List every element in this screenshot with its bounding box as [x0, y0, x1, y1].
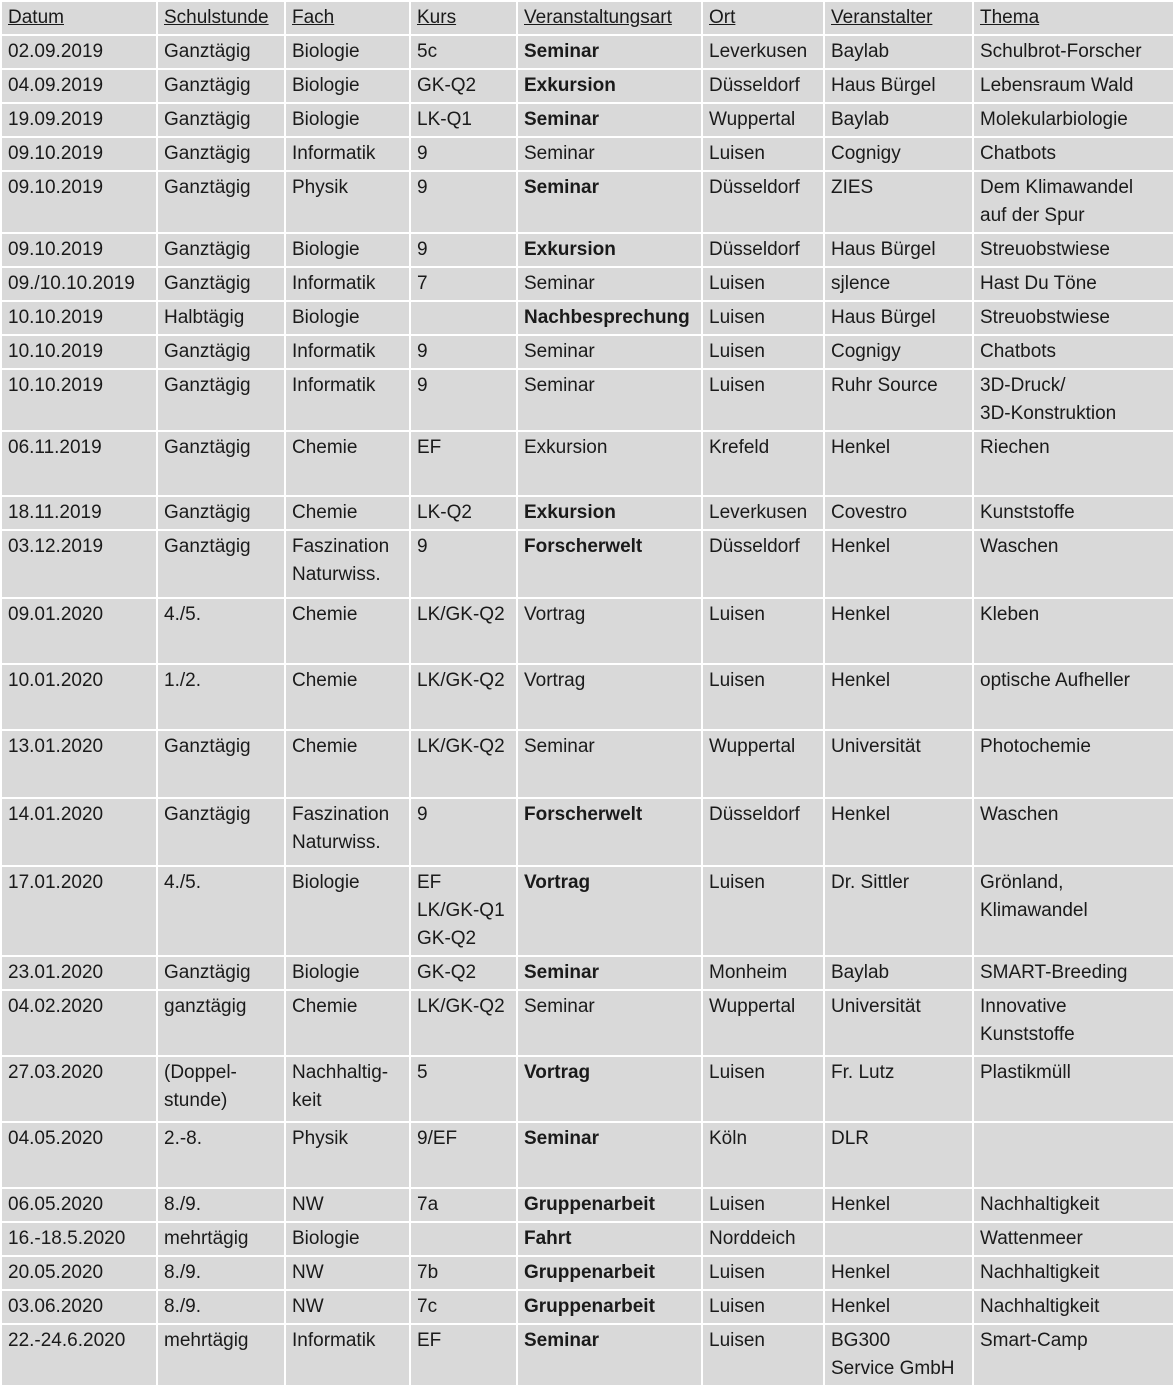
cell-thema: Kunststoffe [973, 496, 1173, 530]
cell-ort: Luisen [702, 301, 824, 335]
cell-veranstaltungsart: Seminar [517, 335, 702, 369]
cell-thema: Wattenmeer [973, 1222, 1173, 1256]
cell-veranstaltungsart: Seminar [517, 171, 702, 233]
cell-fach: Chemie [285, 664, 410, 730]
cell-veranstalter: Henkel [824, 664, 973, 730]
cell-datum: 10.10.2019 [1, 301, 157, 335]
cell-datum: 03.12.2019 [1, 530, 157, 598]
header-kurs: Kurs [410, 1, 517, 35]
table-row [1, 1290, 1173, 1324]
cell-thema: Smart-Camp [973, 1324, 1173, 1386]
cell-schulstunde: Ganztägig [157, 267, 285, 301]
cell-thema: SMART-Breeding [973, 956, 1173, 990]
cell-fach: Informatik [285, 335, 410, 369]
cell-veranstaltungsart: Fahrt [517, 1222, 702, 1256]
cell-thema: Grönland, Klimawandel [973, 866, 1173, 956]
cell-schulstunde: 4./5. [157, 598, 285, 664]
cell-datum: 13.01.2020 [1, 730, 157, 798]
cell-fach: NW [285, 1256, 410, 1290]
cell-schulstunde: mehrtägig [157, 1222, 285, 1256]
cell-kurs: GK-Q2 [410, 69, 517, 103]
cell-veranstalter: Cognigy [824, 137, 973, 171]
cell-fach: Nachhaltig- keit [285, 1056, 410, 1122]
cell-thema: Kleben [973, 598, 1173, 664]
cell-fach: Physik [285, 171, 410, 233]
cell-veranstaltungsart: Vortrag [517, 664, 702, 730]
cell-veranstaltungsart: Seminar [517, 35, 702, 69]
cell-veranstalter: Cognigy [824, 335, 973, 369]
cell-kurs: LK/GK-Q2 [410, 990, 517, 1056]
table-row [1, 664, 1173, 730]
table-row [1, 137, 1173, 171]
cell-datum: 09.10.2019 [1, 233, 157, 267]
cell-veranstalter: Baylab [824, 35, 973, 69]
cell-fach: Chemie [285, 598, 410, 664]
table-row [1, 1324, 1173, 1386]
cell-thema: Dem Klimawandel auf der Spur [973, 171, 1173, 233]
cell-schulstunde: Ganztägig [157, 431, 285, 496]
cell-datum: 04.09.2019 [1, 69, 157, 103]
cell-ort: Wuppertal [702, 103, 824, 137]
cell-ort: Düsseldorf [702, 171, 824, 233]
cell-veranstalter: Universität [824, 730, 973, 798]
cell-thema: Molekularbiologie [973, 103, 1173, 137]
cell-ort: Luisen [702, 1056, 824, 1122]
cell-thema: optische Aufheller [973, 664, 1173, 730]
table-row [1, 530, 1173, 598]
cell-fach: NW [285, 1290, 410, 1324]
cell-thema: Photochemie [973, 730, 1173, 798]
cell-veranstaltungsart: Exkursion [517, 69, 702, 103]
cell-thema: Waschen [973, 530, 1173, 598]
cell-veranstalter: Baylab [824, 103, 973, 137]
cell-veranstalter: Henkel [824, 798, 973, 866]
cell-schulstunde: 1./2. [157, 664, 285, 730]
table-row [1, 103, 1173, 137]
cell-schulstunde: Ganztägig [157, 335, 285, 369]
cell-veranstalter: Henkel [824, 530, 973, 598]
cell-kurs: 9 [410, 137, 517, 171]
cell-kurs: 9/EF [410, 1122, 517, 1188]
table-row [1, 69, 1173, 103]
table-row [1, 1188, 1173, 1222]
cell-datum: 10.10.2019 [1, 335, 157, 369]
cell-datum: 06.11.2019 [1, 431, 157, 496]
cell-ort: Luisen [702, 1188, 824, 1222]
cell-datum: 20.05.2020 [1, 1256, 157, 1290]
cell-fach: Physik [285, 1122, 410, 1188]
cell-datum: 02.09.2019 [1, 35, 157, 69]
table-row [1, 171, 1173, 233]
cell-veranstalter [824, 1222, 973, 1256]
cell-fach: Informatik [285, 267, 410, 301]
cell-veranstalter: Fr. Lutz [824, 1056, 973, 1122]
cell-veranstaltungsart: Exkursion [517, 496, 702, 530]
table-row [1, 301, 1173, 335]
cell-schulstunde: ganztägig [157, 990, 285, 1056]
cell-schulstunde: Ganztägig [157, 35, 285, 69]
cell-veranstalter: Henkel [824, 431, 973, 496]
cell-veranstalter: Henkel [824, 598, 973, 664]
cell-datum: 09.01.2020 [1, 598, 157, 664]
cell-thema: Chatbots [973, 137, 1173, 171]
cell-veranstalter: Henkel [824, 1256, 973, 1290]
header-datum: Datum [1, 1, 157, 35]
cell-schulstunde: Ganztägig [157, 69, 285, 103]
cell-ort: Luisen [702, 664, 824, 730]
cell-ort: Luisen [702, 369, 824, 431]
cell-veranstaltungsart: Seminar [517, 369, 702, 431]
cell-schulstunde: 4./5. [157, 866, 285, 956]
table-row [1, 1222, 1173, 1256]
table-row [1, 866, 1173, 956]
cell-ort: Wuppertal [702, 990, 824, 1056]
header-fach: Fach [285, 1, 410, 35]
cell-veranstalter: Ruhr Source [824, 369, 973, 431]
cell-ort: Wuppertal [702, 730, 824, 798]
cell-schulstunde: Ganztägig [157, 798, 285, 866]
cell-datum: 09.10.2019 [1, 171, 157, 233]
cell-schulstunde: 8./9. [157, 1290, 285, 1324]
cell-ort: Krefeld [702, 431, 824, 496]
cell-kurs: 7b [410, 1256, 517, 1290]
cell-veranstaltungsart: Seminar [517, 137, 702, 171]
cell-datum: 27.03.2020 [1, 1056, 157, 1122]
cell-kurs: 9 [410, 369, 517, 431]
cell-datum: 09.10.2019 [1, 137, 157, 171]
cell-thema: Chatbots [973, 335, 1173, 369]
cell-veranstaltungsart: Seminar [517, 730, 702, 798]
table-row [1, 956, 1173, 990]
cell-kurs: EF [410, 431, 517, 496]
cell-schulstunde: Ganztägig [157, 369, 285, 431]
cell-veranstalter: Dr. Sittler [824, 866, 973, 956]
cell-veranstaltungsart: Seminar [517, 1324, 702, 1386]
table-row [1, 1122, 1173, 1188]
table-row [1, 1056, 1173, 1122]
cell-fach: Biologie [285, 956, 410, 990]
header-thema: Thema [973, 1, 1173, 35]
cell-kurs [410, 301, 517, 335]
cell-ort: Düsseldorf [702, 530, 824, 598]
cell-thema: Nachhaltigkeit [973, 1188, 1173, 1222]
cell-schulstunde: Ganztägig [157, 137, 285, 171]
cell-veranstaltungsart: Vortrag [517, 866, 702, 956]
table-row [1, 431, 1173, 496]
cell-ort: Leverkusen [702, 35, 824, 69]
cell-fach: Biologie [285, 1222, 410, 1256]
cell-kurs: 7a [410, 1188, 517, 1222]
cell-veranstaltungsart: Gruppenarbeit [517, 1256, 702, 1290]
cell-thema [973, 1122, 1173, 1188]
cell-fach: Faszination Naturwiss. [285, 798, 410, 866]
cell-kurs: 9 [410, 530, 517, 598]
cell-schulstunde: Ganztägig [157, 956, 285, 990]
cell-fach: Faszination Naturwiss. [285, 530, 410, 598]
table-row [1, 798, 1173, 866]
cell-veranstaltungsart: Vortrag [517, 1056, 702, 1122]
cell-datum: 17.01.2020 [1, 866, 157, 956]
cell-ort: Norddeich [702, 1222, 824, 1256]
cell-veranstaltungsart: Exkursion [517, 233, 702, 267]
cell-ort: Leverkusen [702, 496, 824, 530]
cell-thema: 3D-Druck/ 3D-Konstruktion [973, 369, 1173, 431]
cell-veranstaltungsart: Gruppenarbeit [517, 1188, 702, 1222]
cell-fach: Informatik [285, 369, 410, 431]
cell-kurs [410, 1222, 517, 1256]
cell-ort: Luisen [702, 1324, 824, 1386]
cell-schulstunde: 8./9. [157, 1188, 285, 1222]
cell-schulstunde: 2.-8. [157, 1122, 285, 1188]
cell-ort: Düsseldorf [702, 798, 824, 866]
cell-veranstalter: sjlence [824, 267, 973, 301]
cell-veranstalter: Covestro [824, 496, 973, 530]
cell-fach: Chemie [285, 431, 410, 496]
table-row [1, 35, 1173, 69]
cell-fach: Biologie [285, 35, 410, 69]
cell-datum: 04.02.2020 [1, 990, 157, 1056]
cell-kurs: 9 [410, 335, 517, 369]
cell-veranstaltungsart: Gruppenarbeit [517, 1290, 702, 1324]
cell-kurs: 7 [410, 267, 517, 301]
cell-datum: 22.-24.6.2020 [1, 1324, 157, 1386]
cell-thema: Waschen [973, 798, 1173, 866]
cell-thema: Innovative Kunststoffe [973, 990, 1173, 1056]
cell-veranstalter: DLR [824, 1122, 973, 1188]
cell-schulstunde: Ganztägig [157, 103, 285, 137]
cell-kurs: 9 [410, 798, 517, 866]
table-row [1, 369, 1173, 431]
cell-thema: Plastikmüll [973, 1056, 1173, 1122]
cell-thema: Riechen [973, 431, 1173, 496]
cell-datum: 19.09.2019 [1, 103, 157, 137]
cell-schulstunde: 8./9. [157, 1256, 285, 1290]
cell-veranstaltungsart: Seminar [517, 103, 702, 137]
header-ort: Ort [702, 1, 824, 35]
table-row [1, 1256, 1173, 1290]
cell-veranstaltungsart: Seminar [517, 267, 702, 301]
cell-ort: Luisen [702, 1256, 824, 1290]
cell-schulstunde: (Doppel- stunde) [157, 1056, 285, 1122]
cell-fach: Biologie [285, 301, 410, 335]
cell-schulstunde: Ganztägig [157, 496, 285, 530]
table-row [1, 990, 1173, 1056]
cell-datum: 09./10.10.2019 [1, 267, 157, 301]
cell-veranstaltungsart: Seminar [517, 956, 702, 990]
cell-fach: Biologie [285, 69, 410, 103]
cell-datum: 04.05.2020 [1, 1122, 157, 1188]
cell-schulstunde: Ganztägig [157, 730, 285, 798]
header-veranstalter: Veranstalter [824, 1, 973, 35]
cell-kurs: 9 [410, 233, 517, 267]
cell-veranstalter: Henkel [824, 1188, 973, 1222]
cell-kurs: GK-Q2 [410, 956, 517, 990]
cell-fach: Informatik [285, 1324, 410, 1386]
cell-datum: 06.05.2020 [1, 1188, 157, 1222]
cell-thema: Hast Du Töne [973, 267, 1173, 301]
cell-kurs: 5 [410, 1056, 517, 1122]
table-row [1, 233, 1173, 267]
cell-thema: Nachhaltigkeit [973, 1256, 1173, 1290]
cell-ort: Luisen [702, 267, 824, 301]
cell-fach: NW [285, 1188, 410, 1222]
cell-kurs: LK/GK-Q2 [410, 730, 517, 798]
cell-ort: Monheim [702, 956, 824, 990]
header-veranstaltungsart: Veranstaltungsart [517, 1, 702, 35]
cell-schulstunde: mehrtägig [157, 1324, 285, 1386]
cell-kurs: LK/GK-Q2 [410, 598, 517, 664]
header-schulstunde: Schulstunde [157, 1, 285, 35]
table-row [1, 267, 1173, 301]
cell-fach: Biologie [285, 233, 410, 267]
cell-thema: Streuobstwiese [973, 233, 1173, 267]
cell-thema: Nachhaltigkeit [973, 1290, 1173, 1324]
cell-schulstunde: Halbtägig [157, 301, 285, 335]
header-row [1, 1, 1173, 35]
cell-veranstaltungsart: Nachbesprechung [517, 301, 702, 335]
cell-ort: Luisen [702, 137, 824, 171]
cell-fach: Chemie [285, 990, 410, 1056]
table-row [1, 335, 1173, 369]
cell-veranstalter: Henkel [824, 1290, 973, 1324]
cell-fach: Chemie [285, 730, 410, 798]
cell-datum: 23.01.2020 [1, 956, 157, 990]
cell-veranstaltungsart: Forscherwelt [517, 798, 702, 866]
cell-kurs: EF LK/GK-Q1 GK-Q2 [410, 866, 517, 956]
cell-ort: Düsseldorf [702, 69, 824, 103]
cell-kurs: LK-Q1 [410, 103, 517, 137]
cell-thema: Streuobstwiese [973, 301, 1173, 335]
cell-datum: 10.10.2019 [1, 369, 157, 431]
cell-schulstunde: Ganztägig [157, 530, 285, 598]
table-row [1, 598, 1173, 664]
cell-schulstunde: Ganztägig [157, 233, 285, 267]
cell-thema: Schulbrot-Forscher [973, 35, 1173, 69]
cell-ort: Luisen [702, 335, 824, 369]
cell-fach: Chemie [285, 496, 410, 530]
cell-veranstaltungsart: Seminar [517, 1122, 702, 1188]
cell-ort: Luisen [702, 1290, 824, 1324]
cell-fach: Biologie [285, 103, 410, 137]
cell-kurs: EF [410, 1324, 517, 1386]
cell-veranstaltungsart: Seminar [517, 990, 702, 1056]
cell-thema: Lebensraum Wald [973, 69, 1173, 103]
cell-veranstalter: Universität [824, 990, 973, 1056]
cell-veranstaltungsart: Exkursion [517, 431, 702, 496]
cell-veranstalter: Baylab [824, 956, 973, 990]
cell-datum: 16.-18.5.2020 [1, 1222, 157, 1256]
cell-ort: Düsseldorf [702, 233, 824, 267]
table-row [1, 730, 1173, 798]
cell-kurs: LK-Q2 [410, 496, 517, 530]
cell-veranstalter: Haus Bürgel [824, 301, 973, 335]
cell-veranstalter: Haus Bürgel [824, 69, 973, 103]
cell-datum: 14.01.2020 [1, 798, 157, 866]
cell-kurs: 7c [410, 1290, 517, 1324]
cell-kurs: 5c [410, 35, 517, 69]
cell-veranstalter: BG300 Service GmbH [824, 1324, 973, 1386]
cell-fach: Biologie [285, 866, 410, 956]
cell-datum: 03.06.2020 [1, 1290, 157, 1324]
cell-ort: Luisen [702, 598, 824, 664]
cell-schulstunde: Ganztägig [157, 171, 285, 233]
cell-veranstalter: Haus Bürgel [824, 233, 973, 267]
cell-veranstaltungsart: Forscherwelt [517, 530, 702, 598]
cell-fach: Informatik [285, 137, 410, 171]
cell-datum: 10.01.2020 [1, 664, 157, 730]
cell-veranstaltungsart: Vortrag [517, 598, 702, 664]
table-row [1, 496, 1173, 530]
cell-kurs: LK/GK-Q2 [410, 664, 517, 730]
cell-ort: Luisen [702, 866, 824, 956]
cell-veranstalter: ZIES [824, 171, 973, 233]
cell-ort: Köln [702, 1122, 824, 1188]
cell-datum: 18.11.2019 [1, 496, 157, 530]
cell-kurs: 9 [410, 171, 517, 233]
